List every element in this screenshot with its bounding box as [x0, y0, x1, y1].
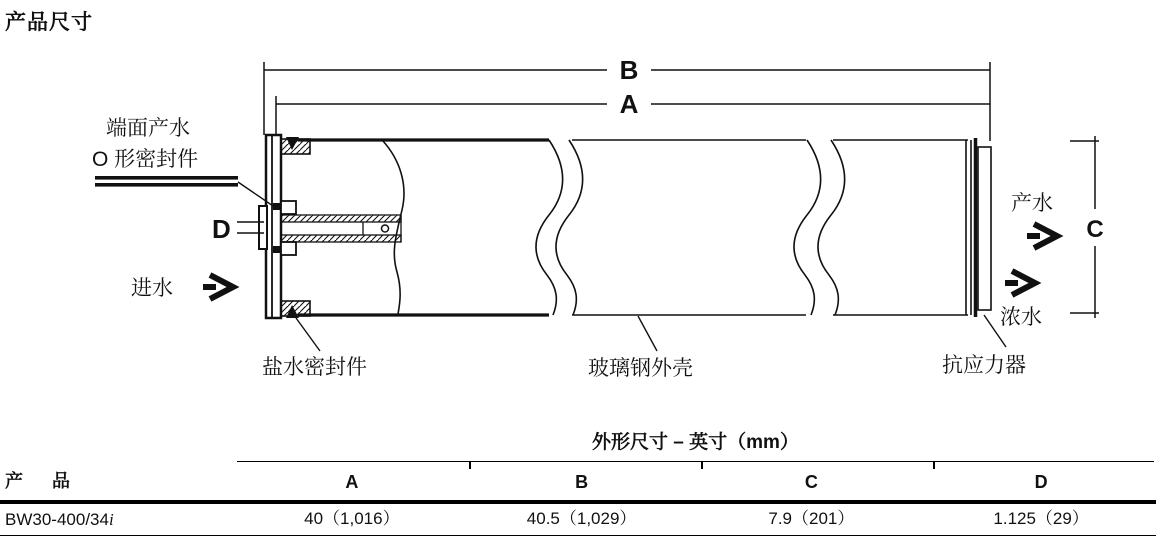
brine-seal-callout — [262, 318, 367, 379]
feed-arrow-icon — [203, 275, 233, 299]
value-d: 1.125（29） — [993, 508, 1089, 528]
dimension-a-label: A — [619, 89, 639, 119]
anti-telescoping-device — [966, 138, 991, 317]
fiberglass-shell-label: 玻璃钢外壳 — [588, 357, 693, 380]
concentrate-arrow-icon — [1005, 271, 1035, 295]
end-face-oring-callout — [92, 117, 276, 208]
tube-hole — [382, 225, 389, 232]
dimension-d-label: D — [212, 214, 231, 244]
concentrate-callout — [1000, 271, 1042, 329]
dimension-c-label: C — [1086, 216, 1104, 243]
column-header-d: D — [1034, 472, 1048, 492]
feed-label: 进水 — [131, 277, 173, 300]
product-name-suffix: i — [108, 509, 114, 529]
permeate-callout — [1011, 192, 1057, 248]
value-b: 40.5（1,029） — [526, 508, 637, 528]
table-header-row — [0, 462, 1156, 500]
value-c: 7.9（201） — [768, 508, 855, 528]
product-name-base: BW30-400/34 — [5, 509, 109, 529]
dimension-b-label: B — [619, 55, 639, 85]
brine-seal-label: 盐水密封件 — [262, 356, 367, 379]
table-span-header-row — [0, 421, 1156, 462]
concentrate-label: 浓水 — [1000, 306, 1042, 329]
end-face-oring-label-line2: O 形密封件 — [92, 148, 199, 171]
end-cap — [259, 135, 401, 318]
feed-callout — [131, 275, 233, 300]
break-lines — [536, 140, 845, 315]
dimension-d — [212, 214, 264, 244]
fiberglass-shell-callout — [588, 316, 693, 380]
atd-label: 抗应力器 — [942, 354, 1026, 377]
table-row — [0, 504, 1156, 535]
column-header-a: A — [345, 472, 359, 492]
table-span-header: 外形尺寸 – 英寸（mm） — [592, 432, 799, 453]
column-header-c: C — [804, 472, 818, 492]
fiberglass-shell-outline — [298, 140, 968, 315]
permeate-arrow-icon — [1027, 224, 1057, 248]
page-title: 产品尺寸 — [5, 11, 93, 34]
end-face-oring-label-line1: 端面产水 — [106, 117, 190, 140]
column-header-b: B — [575, 472, 589, 492]
product-name — [0, 510, 237, 530]
dimensions-table — [0, 421, 1156, 536]
value-a: 40（1,016） — [304, 508, 400, 528]
permeate-label: 产水 — [1011, 192, 1053, 215]
product-column-header: 产 品 — [5, 471, 83, 491]
